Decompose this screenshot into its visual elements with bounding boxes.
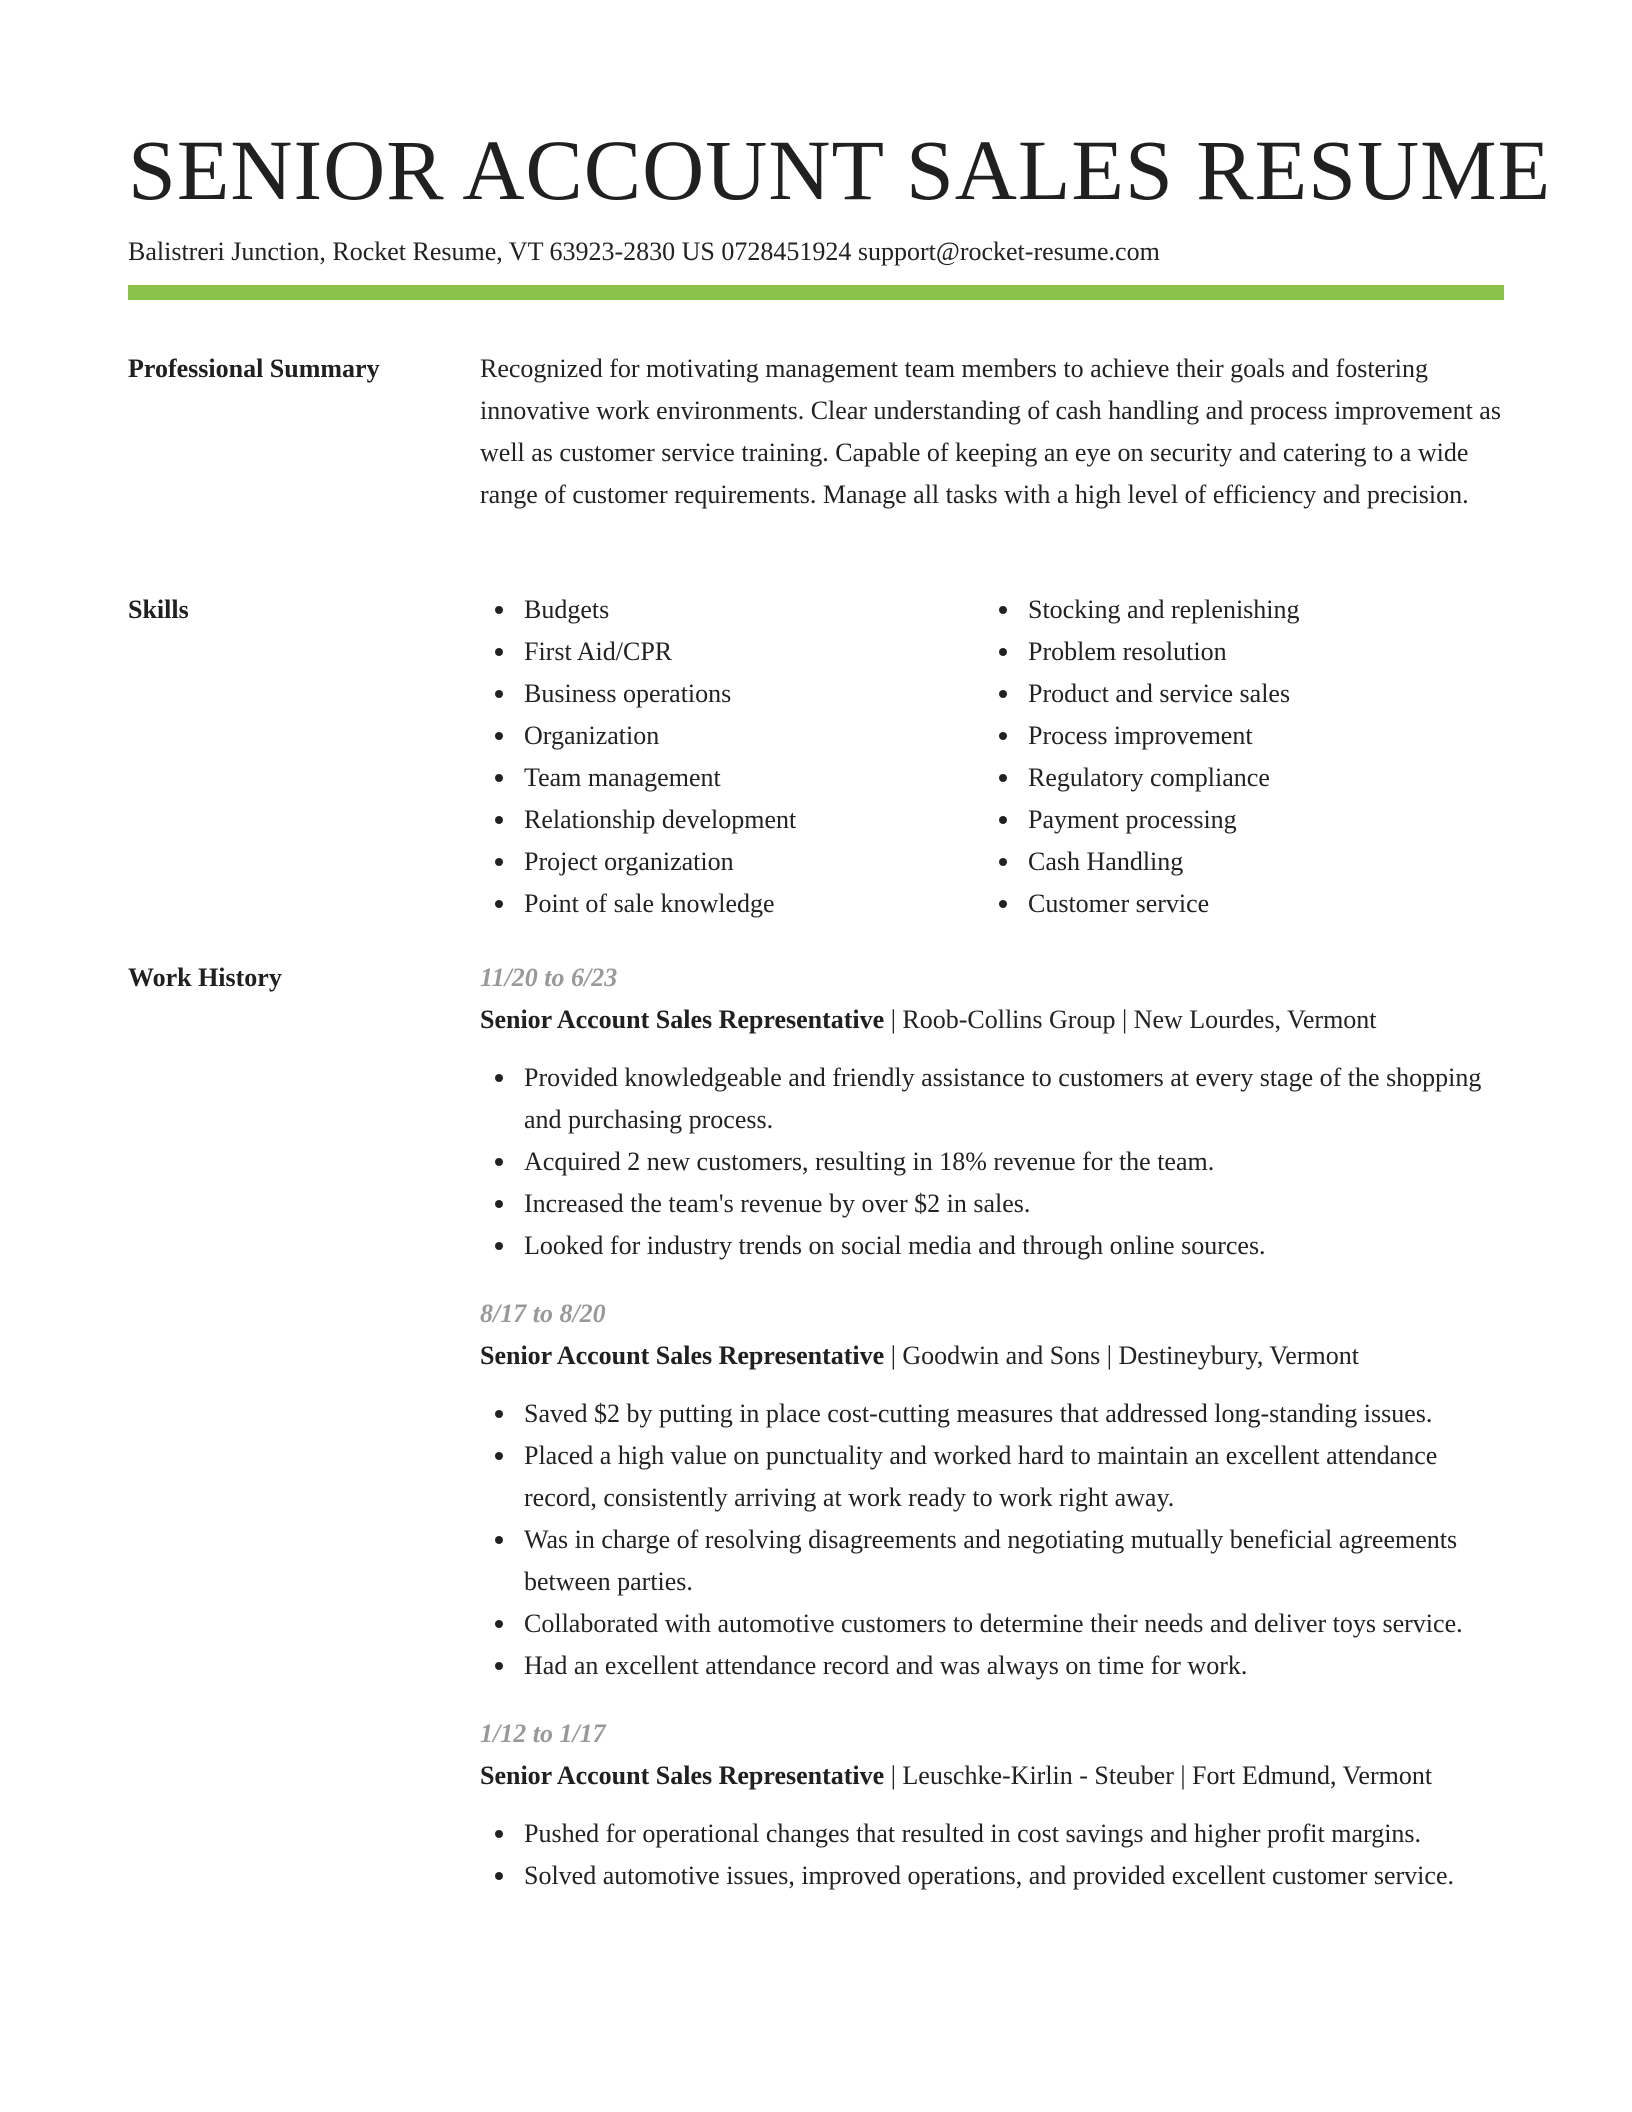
job-role: [480, 999, 1504, 1041]
job-role: [480, 1755, 1504, 1797]
job-bullet: Was in charge of resolving disagreements and negotiating mutually beneficial agreements between parties.: [480, 1519, 1504, 1603]
job-bullet: Solved automotive issues, improved operations, and provided excellent customer service.: [480, 1855, 1504, 1897]
job-bullet: Increased the team's revenue by over $2 in sales.: [480, 1183, 1504, 1225]
header-divider: [128, 285, 1504, 300]
skill-item: Relationship development: [480, 799, 980, 841]
skill-item: Business operations: [480, 673, 980, 715]
job-title: Senior Account Sales Representative: [480, 1761, 885, 1790]
skill-item: Product and service sales: [984, 673, 1484, 715]
job-entry: [480, 1713, 1504, 1897]
job-dates: 11/20 to 6/23: [480, 963, 618, 992]
resume-header: [128, 118, 1552, 270]
skill-item: Regulatory compliance: [984, 757, 1484, 799]
job-entry: [480, 957, 1504, 1267]
summary-heading: Professional Summary: [128, 354, 380, 383]
skill-item: Stocking and replenishing: [984, 589, 1484, 631]
job-bullet: Acquired 2 new customers, resulting in 18% revenue for the team.: [480, 1141, 1504, 1183]
job-bullet: Saved $2 by putting in place cost-cutting measures that addressed long-standing issues.: [480, 1393, 1504, 1435]
summary-section: [128, 348, 1504, 558]
skill-item: Payment processing: [984, 799, 1484, 841]
skill-item: Point of sale knowledge: [480, 883, 980, 925]
job-company-location: | Roob-Collins Group | New Lourdes, Vermont: [884, 1005, 1377, 1034]
job-company-location: | Goodwin and Sons | Destineybury, Vermont: [884, 1341, 1359, 1370]
skill-item: First Aid/CPR: [480, 631, 980, 673]
summary-content: [480, 348, 1504, 516]
skill-item: Cash Handling: [984, 841, 1484, 883]
job-bullets: [480, 1393, 1504, 1687]
job-bullet: Had an excellent attendance record and was always on time for work.: [480, 1645, 1504, 1687]
job-bullets: [480, 1057, 1504, 1267]
job-title: Senior Account Sales Representative: [480, 1341, 885, 1370]
skill-item: Budgets: [480, 589, 980, 631]
job-bullet: Collaborated with automotive customers to determine their needs and deliver toys service.: [480, 1603, 1504, 1645]
resume-title: SENIOR ACCOUNT SALES RESUME: [128, 122, 1552, 218]
skills-heading: Skills: [128, 595, 189, 624]
skill-item: Project organization: [480, 841, 980, 883]
job-bullet: Provided knowledgeable and friendly assistance to customers at every stage of the shopping and purchasing process.: [480, 1057, 1504, 1141]
skill-item: Team management: [480, 757, 980, 799]
job-dates: 1/12 to 1/17: [480, 1719, 606, 1748]
job-bullet: Looked for industry trends on social media and through online sources.: [480, 1225, 1504, 1267]
work-history-heading: Work History: [128, 963, 282, 992]
job-bullets: [480, 1813, 1504, 1897]
job-role: [480, 1335, 1504, 1377]
job-company-location: | Leuschke-Kirlin - Steuber | Fort Edmund, Vermont: [884, 1761, 1433, 1790]
job-entry: [480, 1293, 1504, 1687]
job-bullet: Pushed for operational changes that resulted in cost savings and higher profit margins.: [480, 1813, 1504, 1855]
skill-item: Problem resolution: [984, 631, 1484, 673]
work-history-content: [480, 957, 1504, 1923]
skills-column-right: [984, 589, 1484, 925]
contact-line: Balistreri Junction, Rocket Resume, VT 63923-2830 US 0728451924 support@rocket-resume.com: [128, 237, 1160, 266]
job-bullet: Placed a high value on punctuality and worked hard to maintain an excellent attendance record, consistently arriving at work ready to work right away.: [480, 1435, 1504, 1519]
skill-item: Organization: [480, 715, 980, 757]
skill-item: Customer service: [984, 883, 1484, 925]
job-dates: 8/17 to 8/20: [480, 1299, 606, 1328]
summary-text: Recognized for motivating management team members to achieve their goals and fostering innovative work environments. Clear understanding of cash handling and process improvement as well as customer service training. Capable of keeping an eye on security and catering to a wide range of customer requirements. Manage all tasks with a high level of efficiency and precision.: [480, 354, 1501, 509]
work-history-section: [128, 957, 1504, 2107]
skill-item: Process improvement: [984, 715, 1484, 757]
skills-section: [128, 589, 1504, 929]
skills-column-left: [480, 589, 980, 925]
job-title: Senior Account Sales Representative: [480, 1005, 885, 1034]
